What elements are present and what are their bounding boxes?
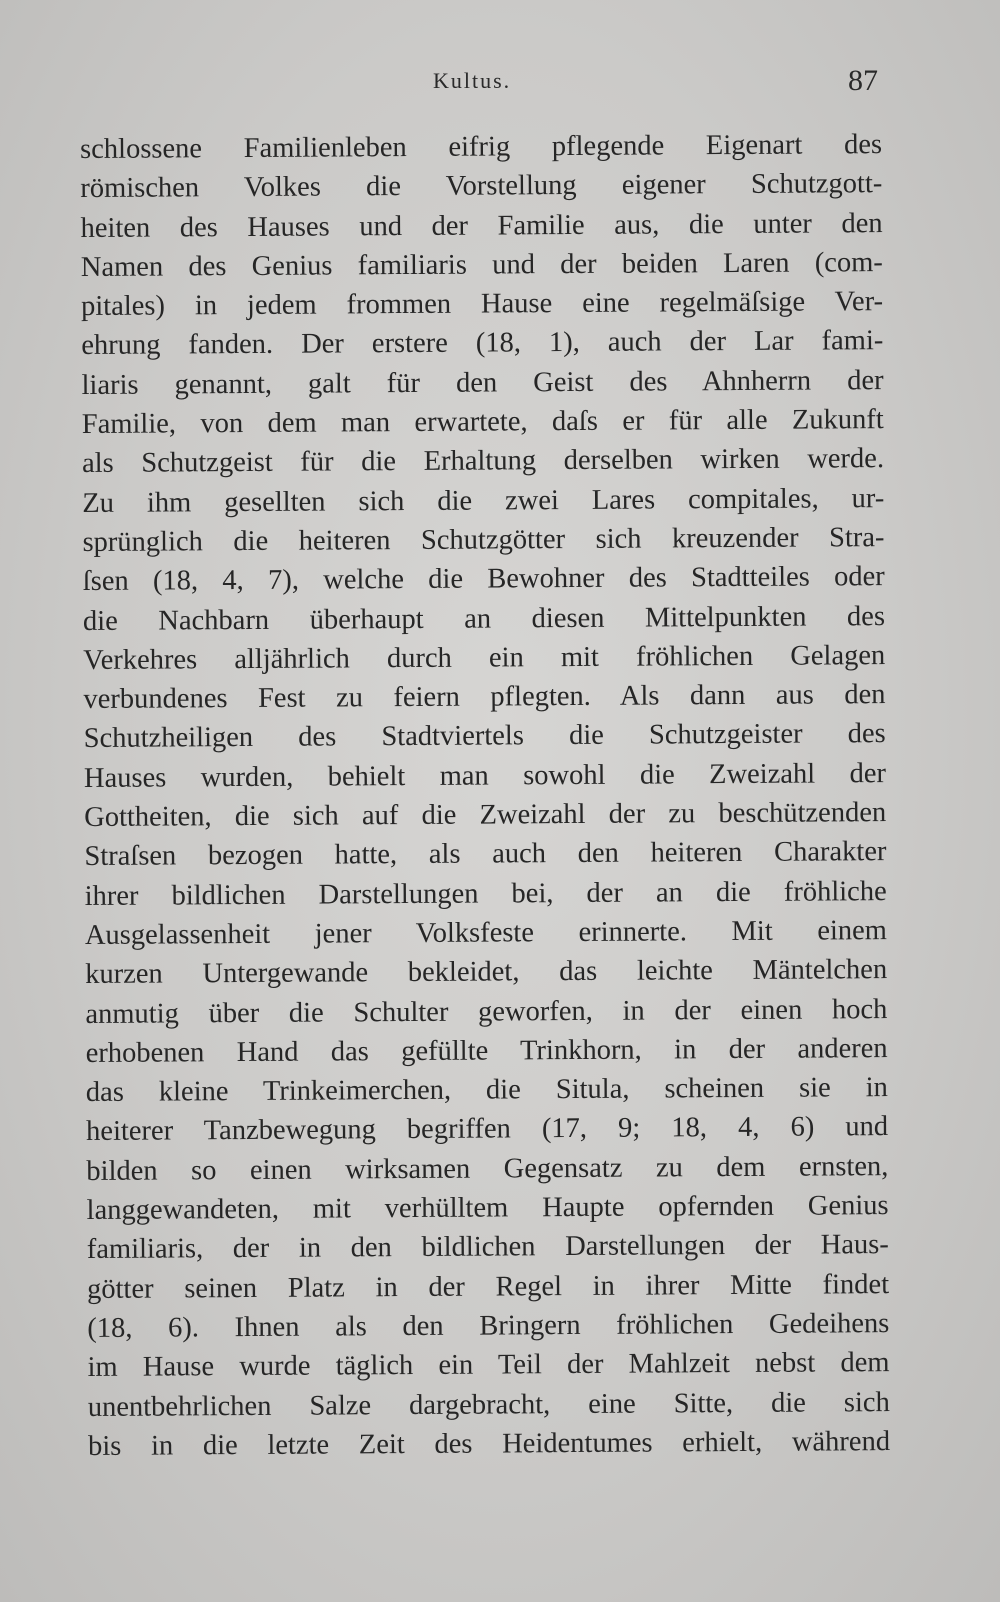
text-line: Namen des Genius familiaris und der beiden Laren (com- [80, 246, 883, 283]
text-line: erhobenen Hand das gefüllte Trinkhorn, in der anderen [85, 1032, 888, 1069]
text-line: (18, 6). Ihnen als den Bringern fröhlichen Gedeihens [87, 1307, 890, 1344]
text-line: götter seinen Platz in der Regel in ihrer Mitte findet [86, 1268, 890, 1305]
text-line: die Nachbarn überhaupt an diesen Mittelpunkten des [82, 600, 886, 637]
text-line: als Schutzgeist für die Erhaltung derselben wirken werde. [81, 443, 885, 480]
text-line: heiterer Tanzbewegung begriffen (17, 9; 18, 4, 6) und [86, 1111, 889, 1148]
page-number: 87 [848, 64, 878, 97]
text-line: familiaris, der in den bildlichen Darstellungen der Haus- [86, 1229, 889, 1266]
running-head: Kultus. [433, 68, 512, 93]
text-line: ihrer bildlichen Darstellungen bei, der an die fröhliche [84, 875, 887, 912]
text-line: römischen Volkes die Vorstellung eigener Schutzgott- [80, 168, 883, 205]
text-line: kurzen Untergewande bekleidet, das leichte Mäntelchen [85, 954, 888, 991]
text-line: heiten des Hauses und der Familie aus, die unter den [80, 207, 883, 244]
text-line: im Hause wurde täglich ein Teil der Mahlzeit nebst dem [87, 1347, 890, 1384]
text-line: Verkehres alljährlich durch ein mit fröhlichen Gelagen [83, 639, 886, 676]
text-line: liaris genannt, galt für den Geist des Ahnherrn der [81, 364, 884, 401]
text-line: das kleine Trinkeimerchen, die Situla, scheinen sie in [85, 1072, 888, 1109]
body-text [80, 125, 890, 1466]
text-line: unentbehrlichen Salze dargebracht, eine Sitte, die sich [87, 1386, 890, 1423]
text-line: Hauses wurden, behielt man sowohl die Zweizahl der [83, 757, 887, 794]
text-line: bis in die letzte Zeit des Heidentumes erhielt, während [87, 1425, 891, 1462]
text-line: ſsen (18, 4, 7), welche die Bewohner des Stadtteiles oder [82, 561, 885, 598]
text-line: bilden so einen wirksamen Gegensatz zu dem ernsten, [86, 1150, 889, 1187]
text-line: ehrung fanden. Der erstere (18, 1), auch der Lar fami- [81, 325, 884, 362]
text-line: sprünglich die heiteren Schutzgötter sich kreuzender Stra- [82, 522, 885, 558]
text-line: langgewandeten, mit verhülltem Haupte opfernden Genius [86, 1190, 889, 1226]
text-line: Zu ihm gesellten sich die zwei Lares compitales, ur- [82, 482, 885, 519]
text-line: verbundenes Fest zu feiern pflegten. Als dann aus den [83, 679, 886, 716]
text-line: anmutig über die Schulter geworfen, in der einen hoch [85, 993, 888, 1030]
text-line: Familie, von dem man erwartete, daſs er für alle Zukunft [81, 404, 884, 441]
text-line: pitales) in jedem frommen Hause eine regelmäſsige Ver- [80, 286, 884, 323]
text-line: Ausgelassenheit jener Volksfeste erinnerte. Mit einem [84, 915, 887, 951]
page-header [0, 60, 1000, 100]
text-line: Gottheiten, die sich auf die Zweizahl der zu beschützenden [84, 797, 887, 834]
text-line: Schutzheiligen des Stadtviertels die Schutzgeister des [83, 718, 886, 755]
text-line: Straſsen bezogen hatte, als auch den heiteren Charakter [84, 836, 887, 873]
text-line: schlossene Familienleben eifrig pflegende Eigenart des [80, 129, 883, 165]
